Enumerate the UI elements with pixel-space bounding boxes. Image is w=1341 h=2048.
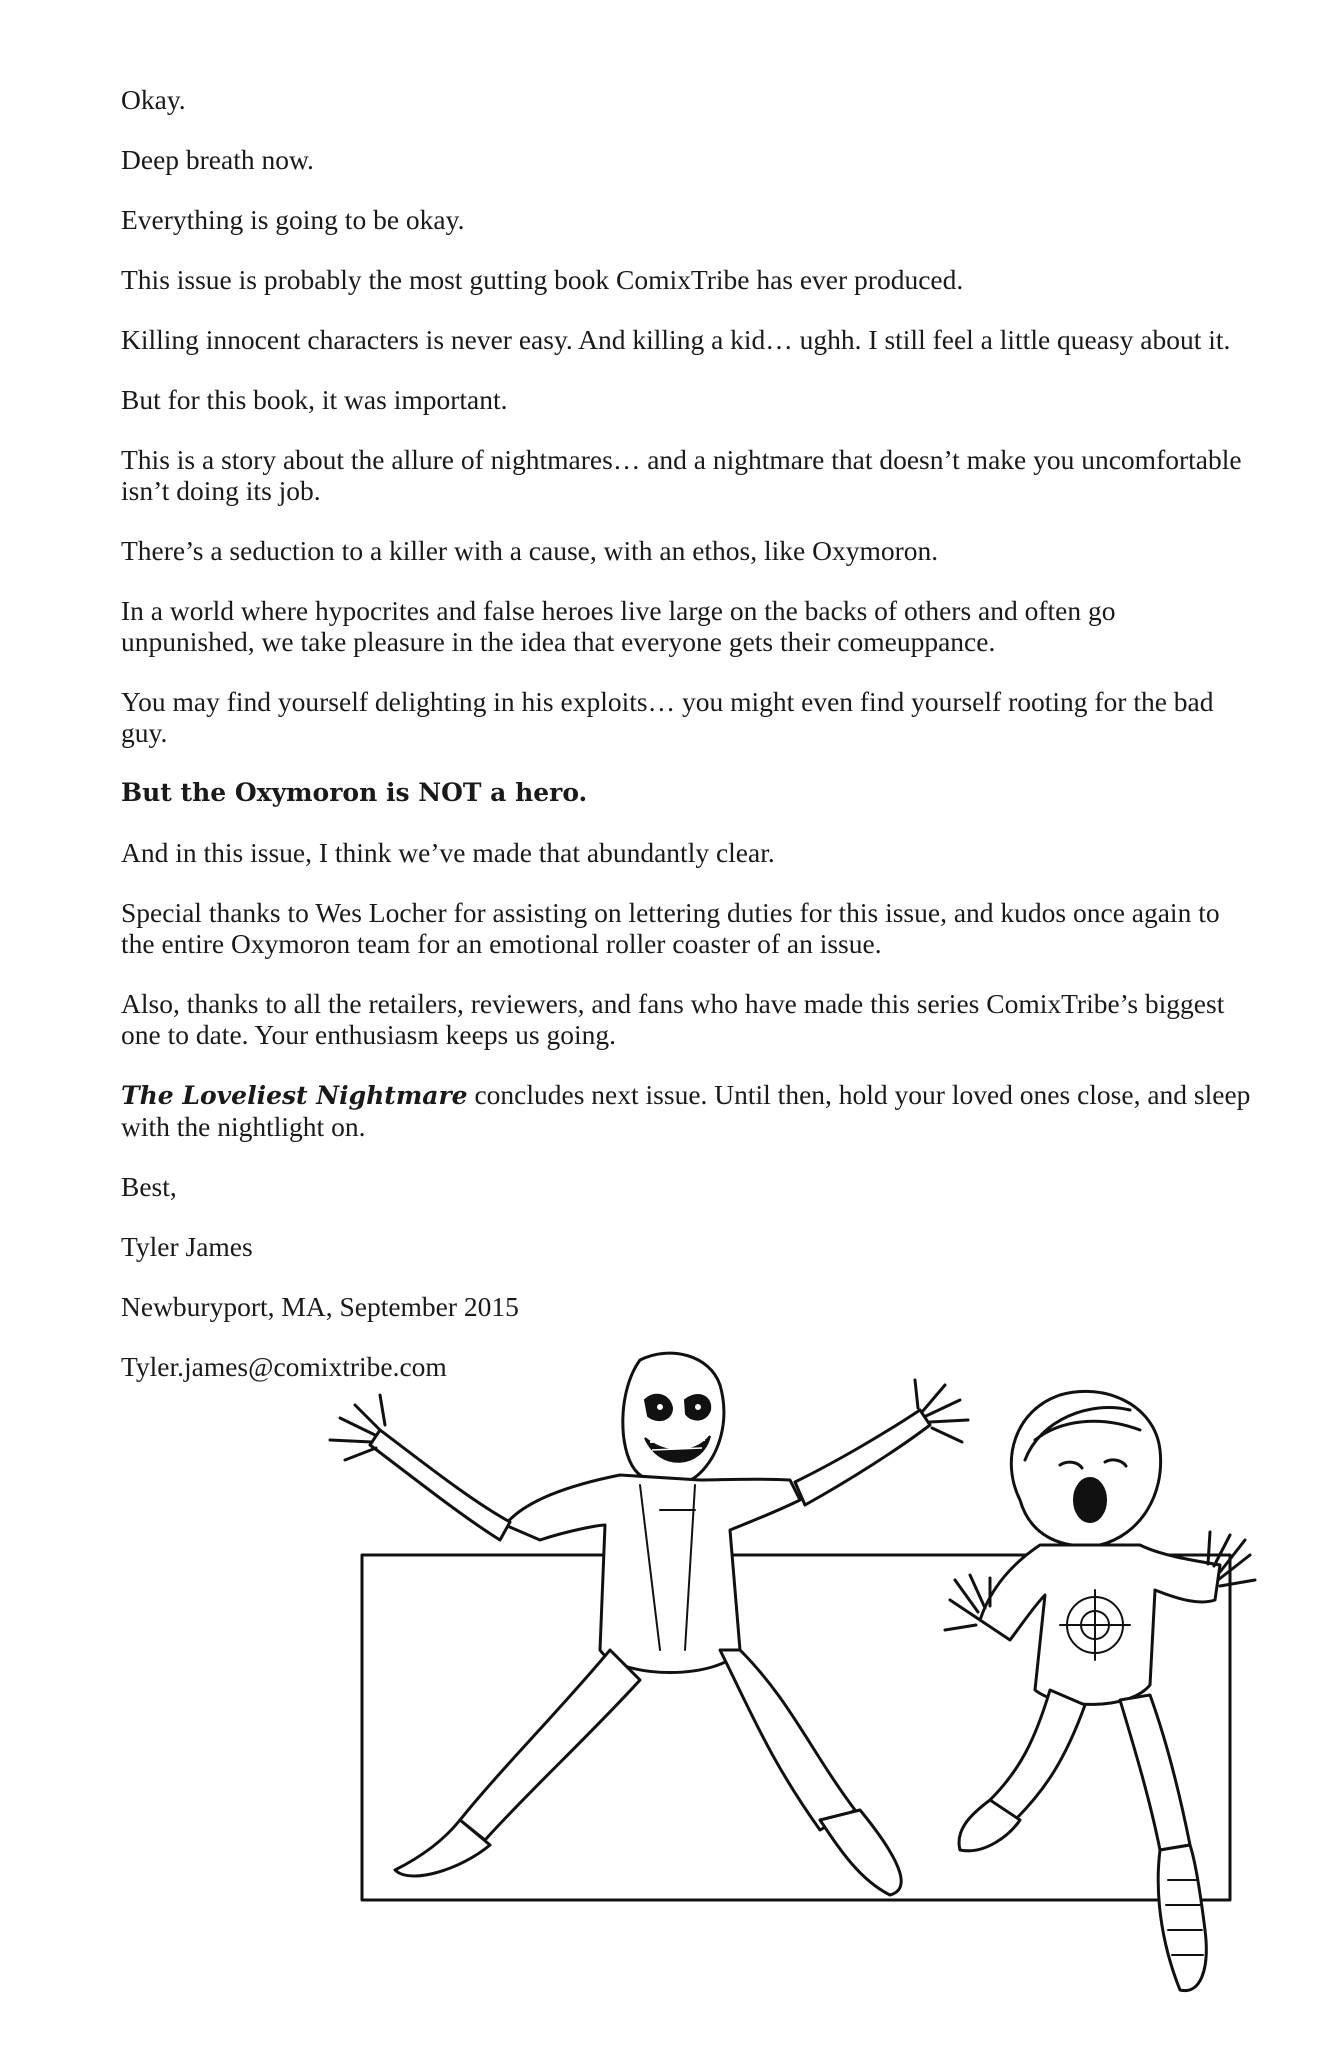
editorial-letter [121,84,1251,1411]
place-date: Newburyport, MA, September 2015 [121,1291,519,1322]
letter-paragraph: Special thanks to Wes Locher for assisting on lettering duties for this issue, and kudos once again to the entire Oxymoron team for an emotional roller coaster of an issue. [121,897,1220,959]
oxymoron-illustration [300,1350,1300,2045]
letter-paragraph: Okay. [121,84,186,115]
letter-paragraph: But for this book, it was important. [121,384,508,415]
book-title: The Loveliest Nightmare [121,1081,468,1110]
signature: Tyler James [121,1231,253,1262]
letter-paragraph: In a world where hypocrites and false heroes live large on the backs of others and often go unpunished, we take pleasure in the idea that everyone gets their comeuppance. [121,595,1116,657]
letter-paragraph [121,1079,1251,1142]
letter-paragraph: Deep breath now. [121,144,314,175]
letter-paragraph: Everything is going to be okay. [121,204,465,235]
letter-paragraph: This issue is probably the most gutting book ComixTribe has ever produced. [121,264,964,295]
villain-figure [330,1353,968,1895]
illustration-drawing [300,1350,1300,2040]
paragraph-text: concludes next issue. Until then, hold your loved ones close, and sleep with the nightlight on. [121,1079,1251,1142]
email: Tyler.james@comixtribe.com [121,1351,447,1382]
letter-paragraph: Killing innocent characters is never easy. And killing a kid… ughh. I still feel a little queasy about it. [121,324,1231,355]
letter-paragraph: This is a story about the allure of nightmares… and a nightmare that doesn’t make you uncomfortable isn’t doing its job. [121,444,1242,506]
letter-paragraph: And in this issue, I think we’ve made that abundantly clear. [121,837,775,868]
letter-paragraph: You may find yourself delighting in his exploits… you might even find yourself rooting for the bad guy. [121,686,1214,748]
letter-paragraph: There’s a seduction to a killer with a cause, with an ethos, like Oxymoron. [121,535,939,566]
emphasis-paragraph: But the Oxymoron is NOT a hero. [121,778,588,807]
letter-paragraph: Also, thanks to all the retailers, reviewers, and fans who have made this series ComixTribe’s biggest one to date. Your enthusiasm keeps us going. [121,988,1225,1050]
closing: Best, [121,1171,177,1202]
